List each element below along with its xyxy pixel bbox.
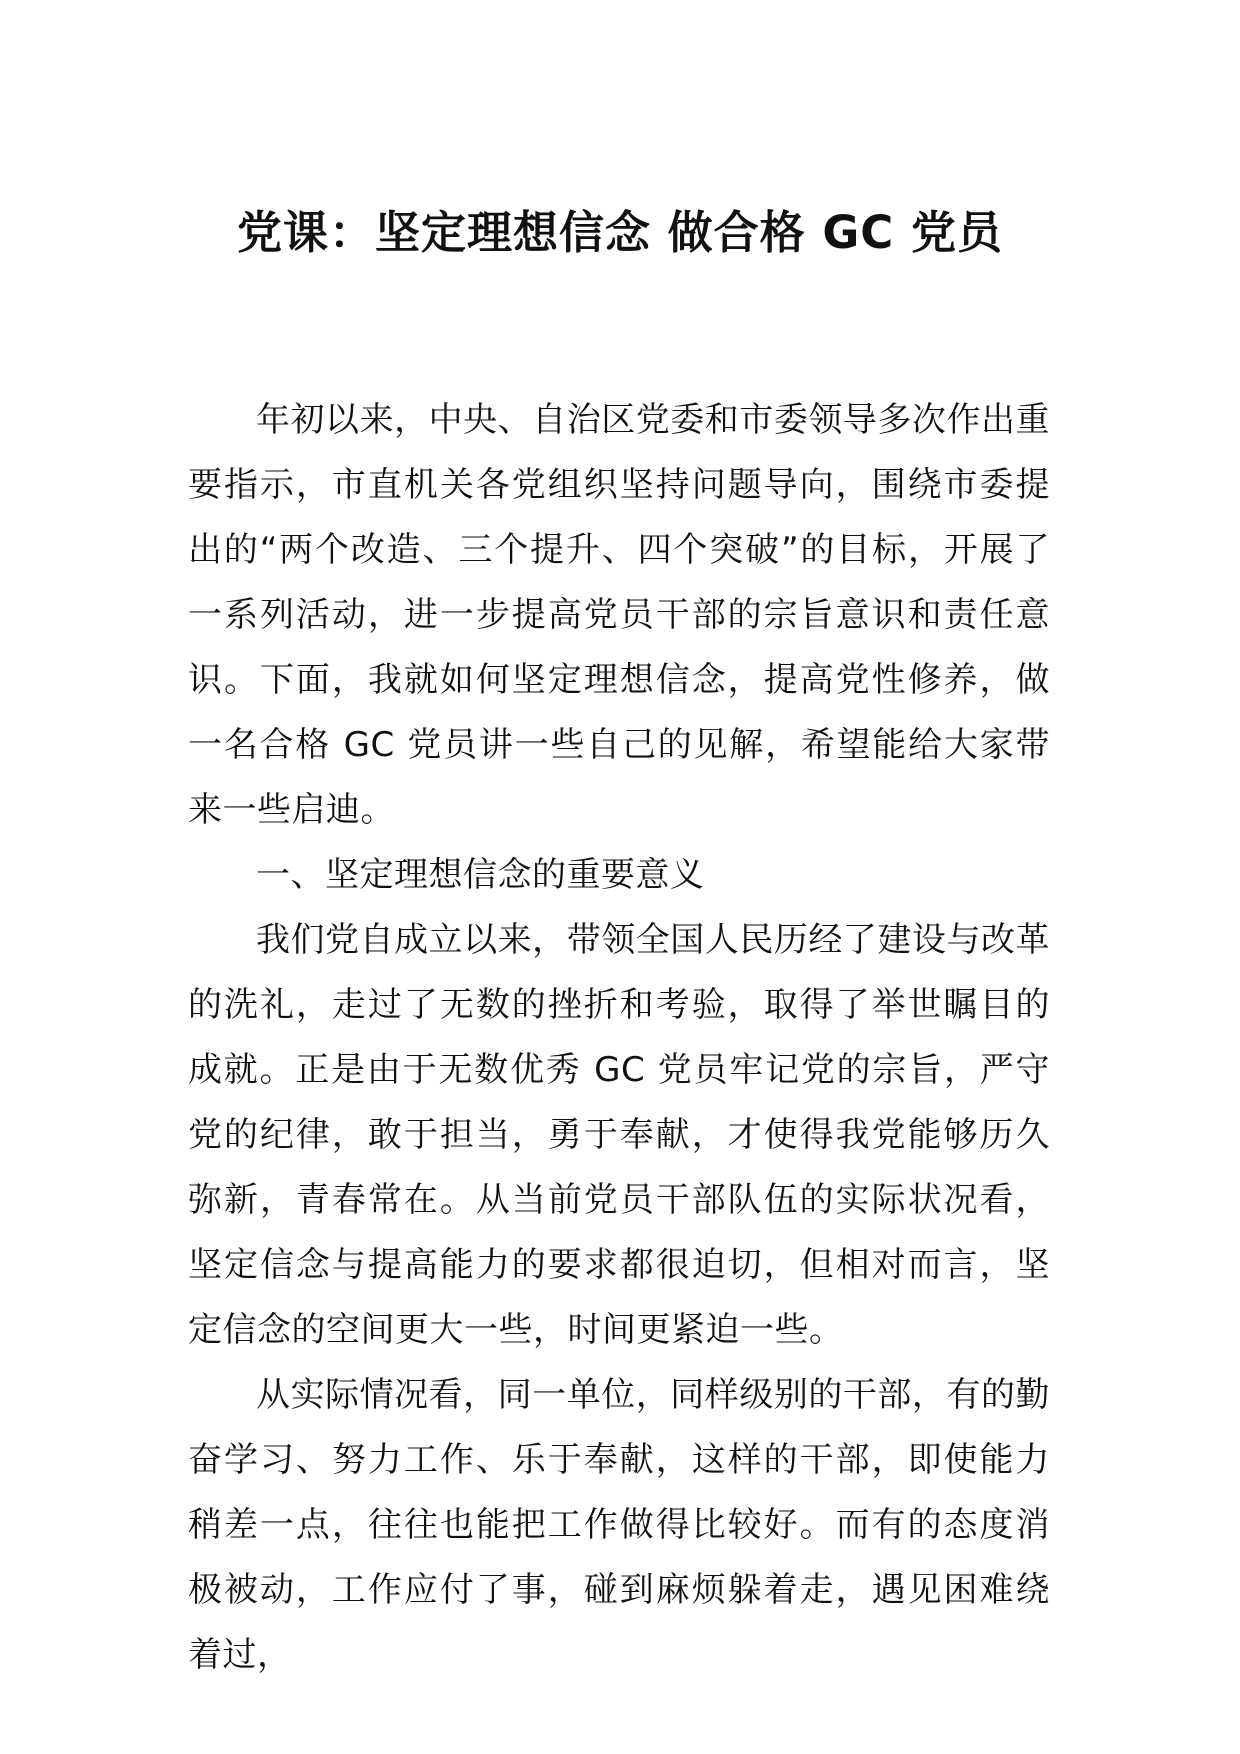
document-body xyxy=(188,388,1050,1688)
paragraph-situation: 从实际情况看，同一单位，同样级别的干部，有的勤奋学习、努力工作、乐于奉献，这样的干部，即使能力稍差一点，往往也能把工作做得比较好。而有的态度消极被动，工作应付了事，碰到麻烦躲着走，遇见困难绕着过， xyxy=(188,1375,1050,1675)
paragraph-intro: 年初以来，中央、自治区党委和市委领导多次作出重要指示，市直机关各党组织坚持问题导向，围绕市委提出的“两个改造、三个提升、四个突破”的目标，开展了一系列活动，进一步提高党员干部的宗旨意识和责任意识。下面，我就如何坚定理想信念，提高党性修养，做一名合格 GC 党员讲一些自己的见解，希望能给大家带来一些启迪。 xyxy=(188,400,1050,830)
document-title: 党课：坚定理想信念 做合格 GC 党员 xyxy=(237,206,1003,259)
paragraph-history: 我们党自成立以来，带领全国人民历经了建设与改革的洗礼，走过了无数的挫折和考验，取得了举世瞩目的成就。正是由于无数优秀 GC 党员牢记党的宗旨，严守党的纪律，敢于担当，勇于奉献，才使得我党能够历久弥新，青春常在。从当前党员干部队伍的实际状况看，坚定信念与提高能力的要求都很迫切，但相对而言，坚定信念的空间更大一些，时间更紧迫一些。 xyxy=(188,920,1050,1350)
section-heading-1: 一、坚定理想信念的重要意义 xyxy=(256,855,705,895)
